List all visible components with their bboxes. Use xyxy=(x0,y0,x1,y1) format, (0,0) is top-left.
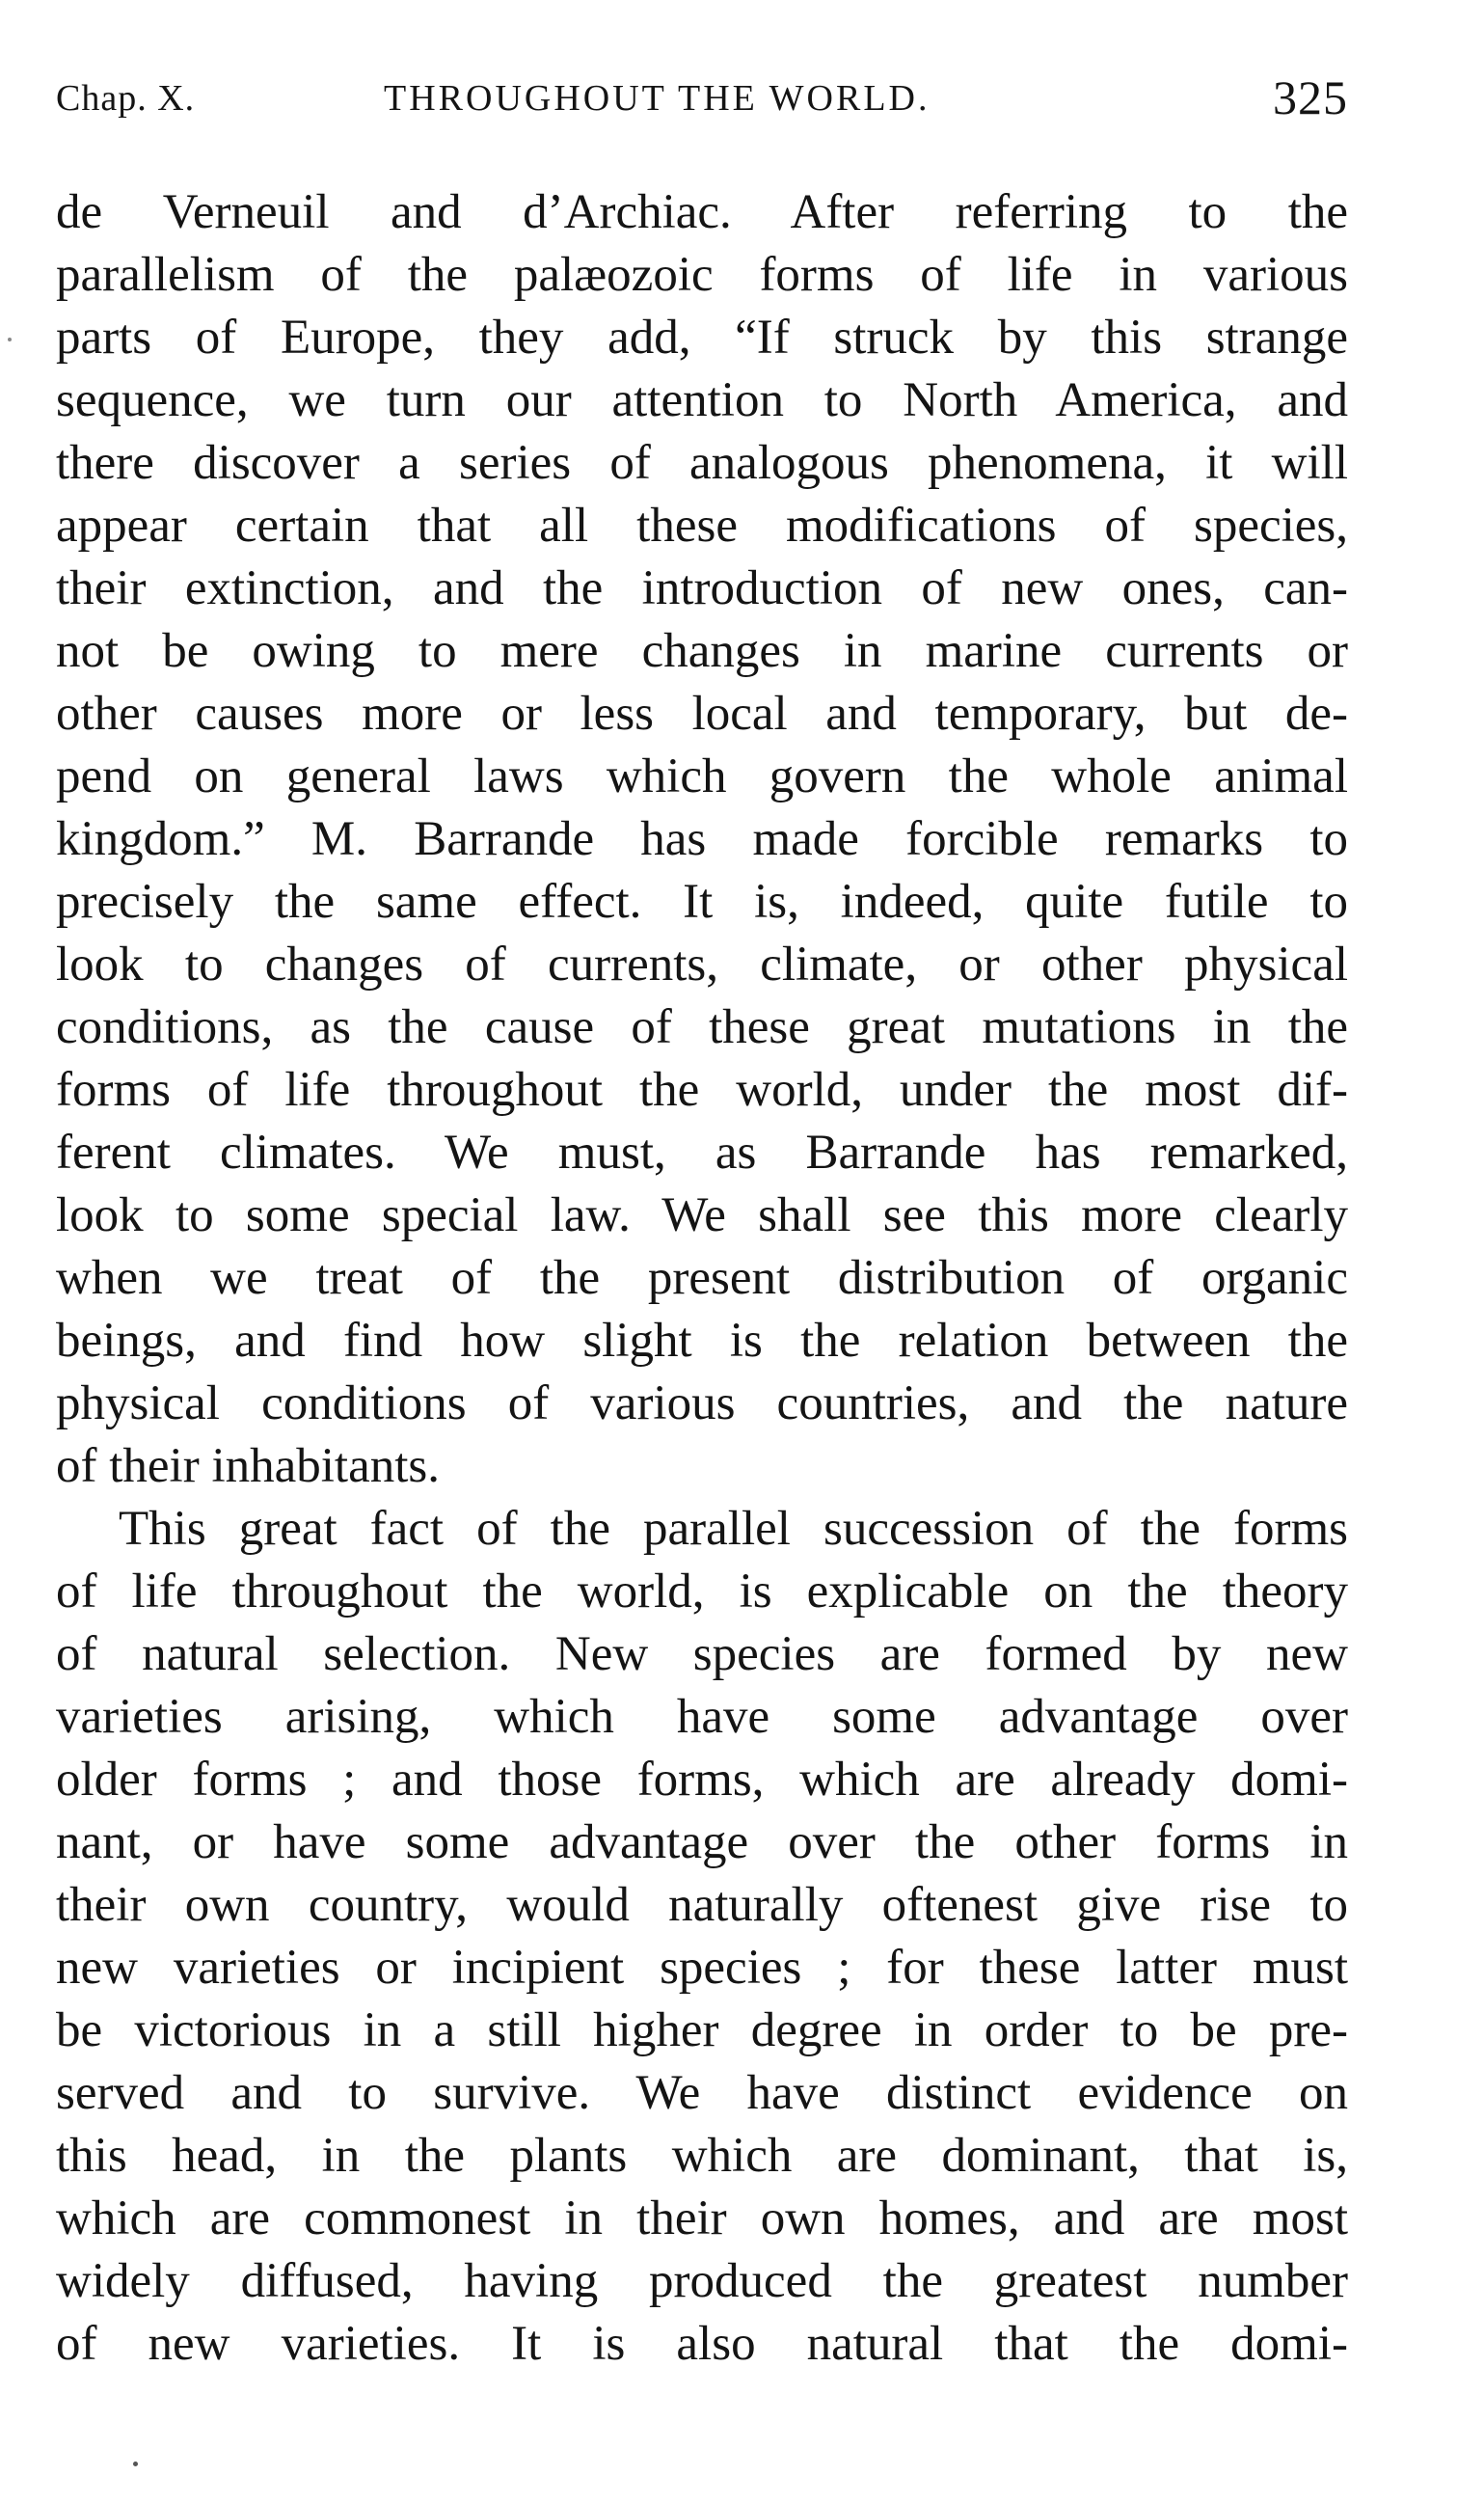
text-line: which are commonest in their own homes, and are most xyxy=(56,2191,1348,2245)
text-line: look to some special law. We shall see this more clearly xyxy=(56,1188,1348,1242)
text-line: not be owing to mere changes in marine currents or xyxy=(56,624,1348,678)
text-line: of natural selection. New species are formed by new xyxy=(56,1627,1348,1681)
text-line: appear certain that all these modifications of species, xyxy=(56,499,1348,553)
text-line: conditions, as the cause of these great mutations in the xyxy=(56,1000,1348,1054)
text-line: of life throughout the world, is explicable on the theory xyxy=(56,1564,1348,1619)
text-line: parallelism of the palæozoic forms of life in various xyxy=(56,248,1348,302)
text-line-paragraph-start: This great fact of the parallel succession of the forms xyxy=(119,1502,1348,1556)
text-line: forms of life throughout the world, under the most dif- xyxy=(56,1063,1348,1117)
text-line: beings, and find how slight is the relation between the xyxy=(56,1314,1348,1368)
text-line: parts of Europe, they add, “If struck by this strange xyxy=(56,311,1348,365)
text-line: this head, in the plants which are dominant, that is, xyxy=(56,2129,1348,2183)
text-line: de Verneuil and d’Archiac. After referring to the xyxy=(56,185,1348,239)
text-line: pend on general laws which govern the whole animal xyxy=(56,749,1348,803)
text-line: ferent climates. We must, as Barrande has remarked, xyxy=(56,1126,1348,1180)
footer-mark xyxy=(133,2462,138,2466)
text-line: new varieties or incipient species ; for these latter must xyxy=(56,1941,1348,1995)
margin-mark xyxy=(8,338,12,341)
text-line: their extinction, and the introduction of new ones, can- xyxy=(56,561,1348,615)
body-text xyxy=(56,181,1348,2376)
text-line: precisely the same effect. It is, indeed, quite futile to xyxy=(56,875,1348,929)
running-title: THROUGHOUT THE WORLD. xyxy=(384,78,931,119)
text-line: physical conditions of various countries, and the nature xyxy=(56,1376,1348,1430)
text-line: widely diffused, having produced the greatest number xyxy=(56,2254,1348,2308)
page-number: 325 xyxy=(1273,70,1348,124)
text-line: older forms ; and those forms, which are already domi- xyxy=(56,1753,1348,1807)
text-line: look to changes of currents, climate, or other physical xyxy=(56,938,1348,992)
text-line: of new varieties. It is also natural that the domi- xyxy=(56,2317,1348,2371)
text-line: their own country, would naturally oftenest give rise to xyxy=(56,1878,1348,1932)
text-line: nant, or have some advantage over the other forms in xyxy=(56,1815,1348,1869)
chapter-label: Chap. X. xyxy=(56,78,196,119)
text-line: varieties arising, which have some advantage over xyxy=(56,1690,1348,1744)
text-line: there discover a series of analogous phenomena, it will xyxy=(56,436,1348,490)
running-head xyxy=(56,69,1348,127)
text-line: be victorious in a still higher degree in order to be pre- xyxy=(56,2003,1348,2057)
text-line: kingdom.” M. Barrande has made forcible remarks to xyxy=(56,812,1348,866)
text-line-paragraph-end: of their inhabitants. xyxy=(56,1439,440,1493)
text-line: when we treat of the present distribution of organic xyxy=(56,1251,1348,1305)
text-line: sequence, we turn our attention to North America, and xyxy=(56,373,1348,427)
text-line: served and to survive. We have distinct evidence on xyxy=(56,2066,1348,2120)
text-line: other causes more or less local and temporary, but de- xyxy=(56,687,1348,741)
